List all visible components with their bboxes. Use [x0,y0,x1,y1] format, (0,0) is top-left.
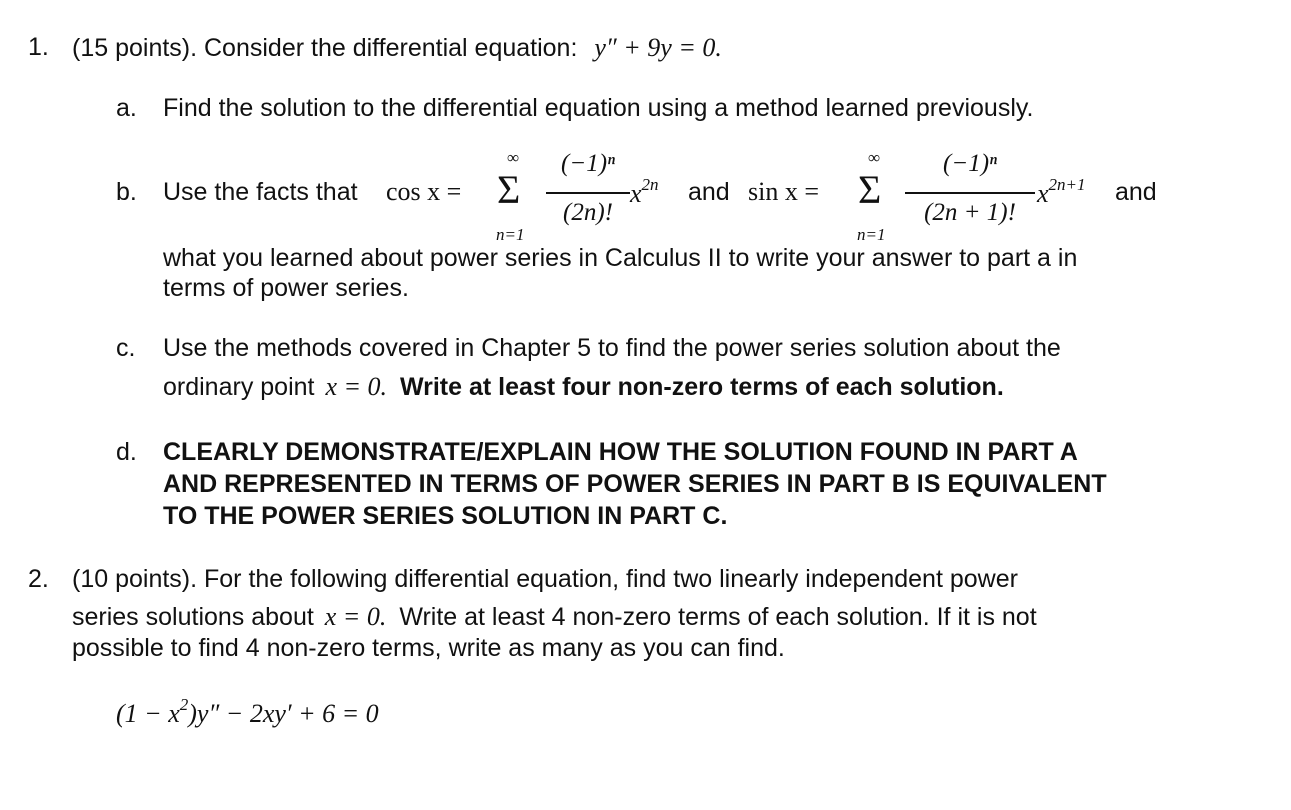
q2-eq-post: )y″ − 2xy′ + 6 = 0 [188,699,379,728]
q2-eq-pre: (1 − x [116,699,180,728]
sin-sum-lower: n=1 [857,225,886,244]
cos-sum-lower: n=1 [496,225,525,244]
q1c-line2-pre: ordinary point [163,373,315,401]
sin-lhs: sin x = [748,177,820,206]
sin-exponent: 2n+1 [1048,175,1086,194]
q1b-line2: what you learned about power series in Calculus II to write your answer to part a in [163,244,1078,272]
cos-x: x [630,179,642,208]
q1-number: 1. [28,33,49,61]
q1c-line1: Use the methods covered in Chapter 5 to find the power series solution about the [163,334,1061,362]
cos-lhs: cos x = [386,177,462,206]
q1-equation: y″ + 9y = 0. [594,33,722,62]
q2-line2-post: Write at least 4 non-zero terms of each solution. If it is not [399,603,1037,631]
sin-fraction-bar [905,192,1035,194]
q1d-line2: AND REPRESENTED IN TERMS OF POWER SERIES IN PART B IS EQUIVALENT [163,470,1107,498]
q2-math: x = 0. [324,602,387,631]
cos-denominator: (2n)! [563,199,613,226]
sin-sigma: Σ [858,167,882,212]
sin-x: x [1037,179,1049,208]
q2-number: 2. [28,565,49,593]
q1d-line1: CLEARLY DEMONSTRATE/EXPLAIN HOW THE SOLUTION FOUND IN PART A [163,438,1078,466]
sin-numerator: (−1)ⁿ [943,150,997,177]
sin-power [1037,175,1086,209]
and-1: and [688,178,730,206]
cos-sum-upper: ∞ [507,148,520,167]
cos-exponent: 2n [641,175,659,194]
q1c-math: x = 0. [325,372,388,401]
q2-equation [116,695,379,729]
cos-sigma: Σ [497,167,521,212]
sin-denominator: (2n + 1)! [924,199,1016,226]
q2-line2 [72,601,1037,633]
q2-eq-exponent: 2 [179,695,189,714]
q1c-marker: c. [116,334,136,362]
q1b-line3: terms of power series. [163,274,409,302]
q2-line2-pre: series solutions about [72,603,314,631]
q1d-marker: d. [116,438,137,466]
q1-points-text: (15 points). Consider the differential equation: [72,34,578,62]
and-2: and [1115,178,1157,206]
cos-power [630,175,659,209]
q1c-line2 [163,371,1004,403]
q1a-marker: a. [116,94,137,122]
q2-line3: possible to find 4 non-zero terms, write as many as you can find. [72,634,785,662]
q2-line1: (10 points). For the following differential equation, find two linearly independent power [72,565,1018,593]
sin-sum-upper: ∞ [868,148,881,167]
q1b-marker: b. [116,178,137,206]
q1a-text: Find the solution to the differential equation using a method learned previously. [163,94,1034,122]
cos-fraction-bar [546,192,630,194]
q1c-bold: Write at least four non-zero terms of each solution. [399,373,1004,401]
q1-prompt [72,32,722,64]
q1d-line3: TO THE POWER SERIES SOLUTION IN PART C. [163,502,728,530]
q1b-text-before: Use the facts that [163,178,358,206]
cos-numerator: (−1)ⁿ [561,150,615,177]
